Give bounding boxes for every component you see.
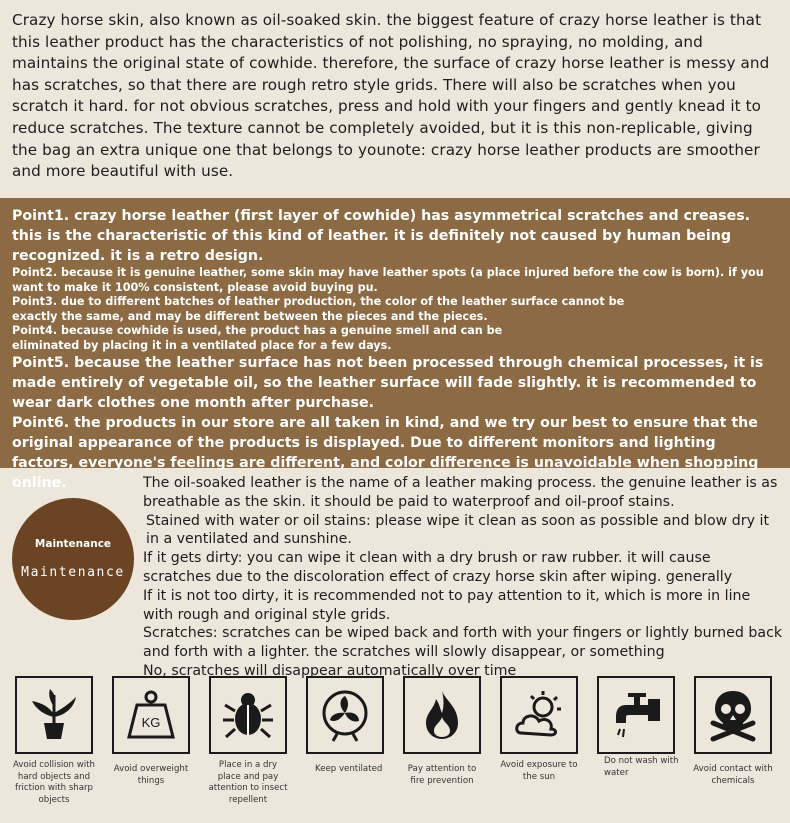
point-2: Point2. because it is genuine leather, some skin may have leather spots (a place injured before the cow is born). if you want to make it 100% consistent, please avoid buying pu. [12, 266, 764, 294]
care-item-plant [15, 676, 99, 806]
point-4: Point4. because cowhide is used, the product has a genuine smell and can be eliminated by placing it in a ventilated place for a few days. [12, 324, 503, 352]
point-6: Point6. the products in our store are all taken in kind, and we try our best to ensure that the original appearance of the products is displayed. Due to different monitors and lighting factors, everyone's feelings are different, and color difference is unavoidable when shopping online. [12, 415, 759, 491]
weight-icon [112, 676, 190, 754]
care-item-weight [112, 676, 196, 787]
care-item-fire [403, 676, 487, 787]
care-caption: Avoid overweight things [113, 764, 189, 786]
care-caption: Place in a dry place and pay attention to insect repellent [208, 760, 288, 805]
maintenance-line: Stained with water or oil stains: please wipe it clean as soon as possible and blow dry it in a ventilated and sunshine. [146, 512, 770, 548]
fire-icon [403, 676, 481, 754]
skull-icon [694, 676, 772, 754]
maintenance-line: If it gets dirty: you can wipe it clean with a dry brush or raw rubber. it will cause scratches due to the discoloration effect of crazy horse skin after wiping. generally [143, 550, 733, 585]
maintenance-text [143, 474, 783, 681]
points-list [12, 206, 782, 493]
care-item-skull [694, 676, 778, 787]
weight-label: KG [141, 715, 161, 730]
maintenance-line: Scratches: scratches can be wiped back and forth with your fingers or lightly burned back and forth with a lighter. the scratches will slowly disappear, or something [143, 625, 783, 661]
sun-cloud-icon [500, 676, 578, 754]
care-item-tap [597, 676, 681, 779]
care-caption: Do not wash with water [604, 756, 679, 778]
point-1: Point1. crazy horse leather (first layer of cowhide) has asymmetrical scratches and creases. this is the characteristic of this kind of leather. it is definitely not caused by human being recognized. it is a retro design. [12, 208, 751, 264]
maintenance-line: No, scratches will disappear automatically over time [143, 662, 517, 679]
care-caption: Avoid exposure to the sun [500, 760, 578, 782]
fan-icon [306, 676, 384, 754]
maintenance-badge [12, 498, 134, 620]
maintenance-line: If it is not too dirty, it is recommended not to pay attention to it, which is more in line with rough and original style grids. [143, 587, 751, 623]
maintenance-badge-title: Maintenance [34, 538, 112, 550]
plant-icon [15, 676, 93, 754]
care-item-bug [209, 676, 293, 806]
maintenance-line: The oil-soaked leather is the name of a leather making process. the genuine leather is as breathable as the skin. it should be paid to waterproof and oil-proof stains. [143, 475, 778, 510]
faucet-icon [597, 676, 675, 754]
care-icons-row [15, 676, 785, 816]
maintenance-badge-subtitle: Maintenance [21, 565, 125, 580]
care-caption: Avoid collision with hard objects and friction with sharp objects [13, 760, 95, 805]
care-caption: Avoid contact with chemicals [693, 764, 773, 786]
intro-paragraph: Crazy horse skin, also known as oil-soaked skin. the biggest feature of crazy horse leather is that this leather product has the characteristics of not polishing, no spraying, no molding, and maintains the original state of cowhide. therefore, the surface of crazy horse leather is messy and has scratches, so that there are rough retro style grids. There will also be scratches when you scratch it hard. for not obvious scratches, press and hold with your fingers and gently knead it to reduce scratches. The texture cannot be completely avoided, but it is this non-replicable, giving the bag an extra unique one that belongs to younote: crazy horse leather products are smoother and more beautiful with use. [12, 11, 770, 181]
point-3: Point3. due to different batches of leather production, the color of the leather surface cannot be exactly the same, and may be different between the pieces and the pieces. [12, 295, 625, 323]
care-caption: Pay attention to fire prevention [407, 764, 477, 786]
care-caption: Keep ventilated [315, 764, 383, 774]
bug-icon [209, 676, 287, 754]
care-item-sun [500, 676, 584, 783]
point-5: Point5. because the leather surface has not been processed through chemical processes, it is made entirely of vegetable oil, so the leather surface will fade slightly. it is recommended to wear dark clothes one month after purchase. [12, 355, 764, 411]
care-item-fan [306, 676, 390, 776]
